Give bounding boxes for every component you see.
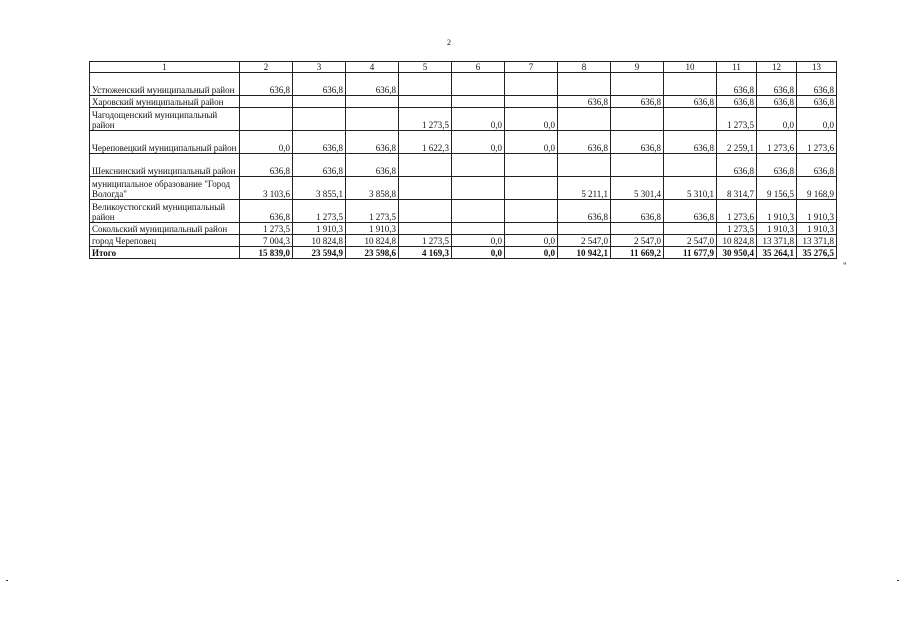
table-row — [90, 131, 837, 154]
total-cell: 23 594,9 — [293, 247, 346, 259]
table-cell: 636,8 — [558, 96, 611, 108]
table-cell: 1 273,6 — [757, 131, 797, 154]
table-cell — [558, 154, 611, 177]
page-number: 2 — [447, 38, 451, 47]
table-cell — [558, 223, 611, 235]
table-cell — [452, 154, 505, 177]
column-header: 9 — [611, 62, 664, 73]
table-cell: 13 371,8 — [797, 235, 837, 247]
table-cell: 1 273,6 — [717, 200, 757, 223]
table-cell: 636,8 — [293, 73, 346, 96]
table-cell: 1 273,5 — [240, 223, 293, 235]
table-cell — [611, 154, 664, 177]
table-row — [90, 223, 837, 235]
table-cell: 1 273,5 — [399, 108, 452, 131]
table-row — [90, 177, 837, 200]
table-cell — [505, 154, 558, 177]
table-cell: 3 103,6 — [240, 177, 293, 200]
table-cell: 2 547,0 — [611, 235, 664, 247]
table-cell — [611, 73, 664, 96]
table-cell: 1 910,3 — [293, 223, 346, 235]
column-header: 8 — [558, 62, 611, 73]
table-cell: 0,0 — [505, 108, 558, 131]
total-cell: 10 942,1 — [558, 247, 611, 259]
table-cell — [505, 177, 558, 200]
table-cell: 636,8 — [757, 96, 797, 108]
table-cell — [505, 96, 558, 108]
table-cell: 636,8 — [611, 200, 664, 223]
table-cell: 636,8 — [293, 154, 346, 177]
district-name: Сокольский муниципальный район — [90, 223, 240, 235]
column-header: 10 — [664, 62, 717, 73]
table-cell: 1 910,3 — [797, 223, 837, 235]
table-header-row — [90, 62, 837, 73]
table-cell: 636,8 — [717, 96, 757, 108]
district-name: Череповецкий муниципальный район — [90, 131, 240, 154]
table-cell: 9 156,5 — [757, 177, 797, 200]
table-cell: 2 547,0 — [664, 235, 717, 247]
edge-mark-right — [897, 580, 899, 581]
total-cell: 15 839,0 — [240, 247, 293, 259]
district-name: муниципальное образование "Город Вологда" — [90, 177, 240, 200]
table-cell: 10 824,8 — [293, 235, 346, 247]
table-cell: 0,0 — [452, 235, 505, 247]
total-cell: 35 276,5 — [797, 247, 837, 259]
table-cell — [452, 200, 505, 223]
total-cell: 0,0 — [505, 247, 558, 259]
table-cell — [399, 154, 452, 177]
table-cell: 0,0 — [505, 235, 558, 247]
budget-table — [89, 61, 837, 259]
table-cell — [611, 108, 664, 131]
table-cell: 1 910,3 — [757, 223, 797, 235]
table-cell: 1 273,5 — [346, 200, 399, 223]
table-cell: 1 273,5 — [717, 108, 757, 131]
table-cell: 5 310,1 — [664, 177, 717, 200]
district-name: Великоустюгский муниципальный район — [90, 200, 240, 223]
table-cell — [240, 108, 293, 131]
column-header: 5 — [399, 62, 452, 73]
total-cell: 11 669,2 — [611, 247, 664, 259]
table-cell — [452, 223, 505, 235]
table-cell — [664, 154, 717, 177]
table-row — [90, 73, 837, 96]
table-cell: 5 301,4 — [611, 177, 664, 200]
table-cell — [611, 223, 664, 235]
table-cell: 2 547,0 — [558, 235, 611, 247]
table-cell: 0,0 — [452, 108, 505, 131]
table-cell: 636,8 — [797, 96, 837, 108]
table-cell: 636,8 — [346, 73, 399, 96]
district-name: Шекснинский муниципальный район — [90, 154, 240, 177]
table-cell: 1 622,3 — [399, 131, 452, 154]
table-cell — [399, 177, 452, 200]
table-cell — [452, 96, 505, 108]
table-cell: 10 824,8 — [346, 235, 399, 247]
table-cell: 1 910,3 — [757, 200, 797, 223]
district-name: город Череповец — [90, 235, 240, 247]
table-cell: 636,8 — [664, 96, 717, 108]
table-cell: 1 273,5 — [293, 200, 346, 223]
column-header: 12 — [757, 62, 797, 73]
column-header: 6 — [452, 62, 505, 73]
table-cell: 636,8 — [558, 200, 611, 223]
table-cell — [240, 96, 293, 108]
table-cell: 0,0 — [505, 131, 558, 154]
table-cell: 1 273,5 — [399, 235, 452, 247]
table-cell — [452, 177, 505, 200]
table-cell: 636,8 — [346, 154, 399, 177]
table-cell: 636,8 — [611, 96, 664, 108]
table-cell — [505, 73, 558, 96]
table-cell — [505, 200, 558, 223]
table-cell: 0,0 — [240, 131, 293, 154]
table-cell — [293, 96, 346, 108]
table-cell: 636,8 — [797, 73, 837, 96]
table-cell: 636,8 — [797, 154, 837, 177]
table-cell: 636,8 — [240, 154, 293, 177]
table-cell: 0,0 — [797, 108, 837, 131]
table-cell — [664, 223, 717, 235]
table-row — [90, 108, 837, 131]
total-cell: 35 264,1 — [757, 247, 797, 259]
table-cell — [558, 108, 611, 131]
table-cell: 636,8 — [717, 73, 757, 96]
total-cell: 23 598,6 — [346, 247, 399, 259]
column-header: 1 — [90, 62, 240, 73]
table-cell: 636,8 — [717, 154, 757, 177]
table-cell: 3 855,1 — [293, 177, 346, 200]
total-label: Итого — [90, 247, 240, 259]
table-cell — [399, 73, 452, 96]
district-name: Харовский муниципальный район — [90, 96, 240, 108]
table-cell: 636,8 — [558, 131, 611, 154]
table-row — [90, 235, 837, 247]
table-cell: 3 858,8 — [346, 177, 399, 200]
total-cell: 0,0 — [452, 247, 505, 259]
table-cell — [664, 108, 717, 131]
table-cell: 9 168,9 — [797, 177, 837, 200]
table-cell: 636,8 — [757, 154, 797, 177]
table-cell — [346, 108, 399, 131]
table-cell: 1 273,6 — [797, 131, 837, 154]
district-name: Чагодощенский муниципальный район — [90, 108, 240, 131]
table-cell: 636,8 — [611, 131, 664, 154]
column-header: 11 — [717, 62, 757, 73]
table-cell — [505, 223, 558, 235]
table-cell — [293, 108, 346, 131]
table-cell: 1 910,3 — [797, 200, 837, 223]
table-row — [90, 96, 837, 108]
column-header: 3 — [293, 62, 346, 73]
table-cell — [399, 223, 452, 235]
column-header: 2 — [240, 62, 293, 73]
total-row — [90, 247, 837, 259]
table-cell: 636,8 — [293, 131, 346, 154]
total-cell: 11 677,9 — [664, 247, 717, 259]
column-header: 4 — [346, 62, 399, 73]
table-cell — [399, 96, 452, 108]
table-cell — [346, 96, 399, 108]
table-cell: 636,8 — [240, 73, 293, 96]
table-cell — [664, 73, 717, 96]
table-cell: 7 004,3 — [240, 235, 293, 247]
table-cell: 636,8 — [757, 73, 797, 96]
table-row — [90, 154, 837, 177]
table-cell: 636,8 — [240, 200, 293, 223]
total-cell: 30 950,4 — [717, 247, 757, 259]
table-cell: 13 371,8 — [757, 235, 797, 247]
table-cell: 636,8 — [664, 131, 717, 154]
total-cell: 4 169,3 — [399, 247, 452, 259]
table-cell: 1 910,3 — [346, 223, 399, 235]
table-cell: 10 824,8 — [717, 235, 757, 247]
column-header: 7 — [505, 62, 558, 73]
table-cell: 636,8 — [346, 131, 399, 154]
table-cell — [452, 73, 505, 96]
table-cell: 5 211,1 — [558, 177, 611, 200]
closing-quote: " — [843, 261, 847, 271]
table-row — [90, 200, 837, 223]
table-cell: 2 259,1 — [717, 131, 757, 154]
table-cell — [558, 73, 611, 96]
column-header: 13 — [797, 62, 837, 73]
table-cell — [399, 200, 452, 223]
district-name: Устюженский муниципальный район — [90, 73, 240, 96]
table-cell: 0,0 — [757, 108, 797, 131]
table-cell: 1 273,5 — [717, 223, 757, 235]
table-cell: 0,0 — [452, 131, 505, 154]
edge-mark-left — [6, 580, 8, 581]
table-cell: 8 314,7 — [717, 177, 757, 200]
table-cell: 636,8 — [664, 200, 717, 223]
